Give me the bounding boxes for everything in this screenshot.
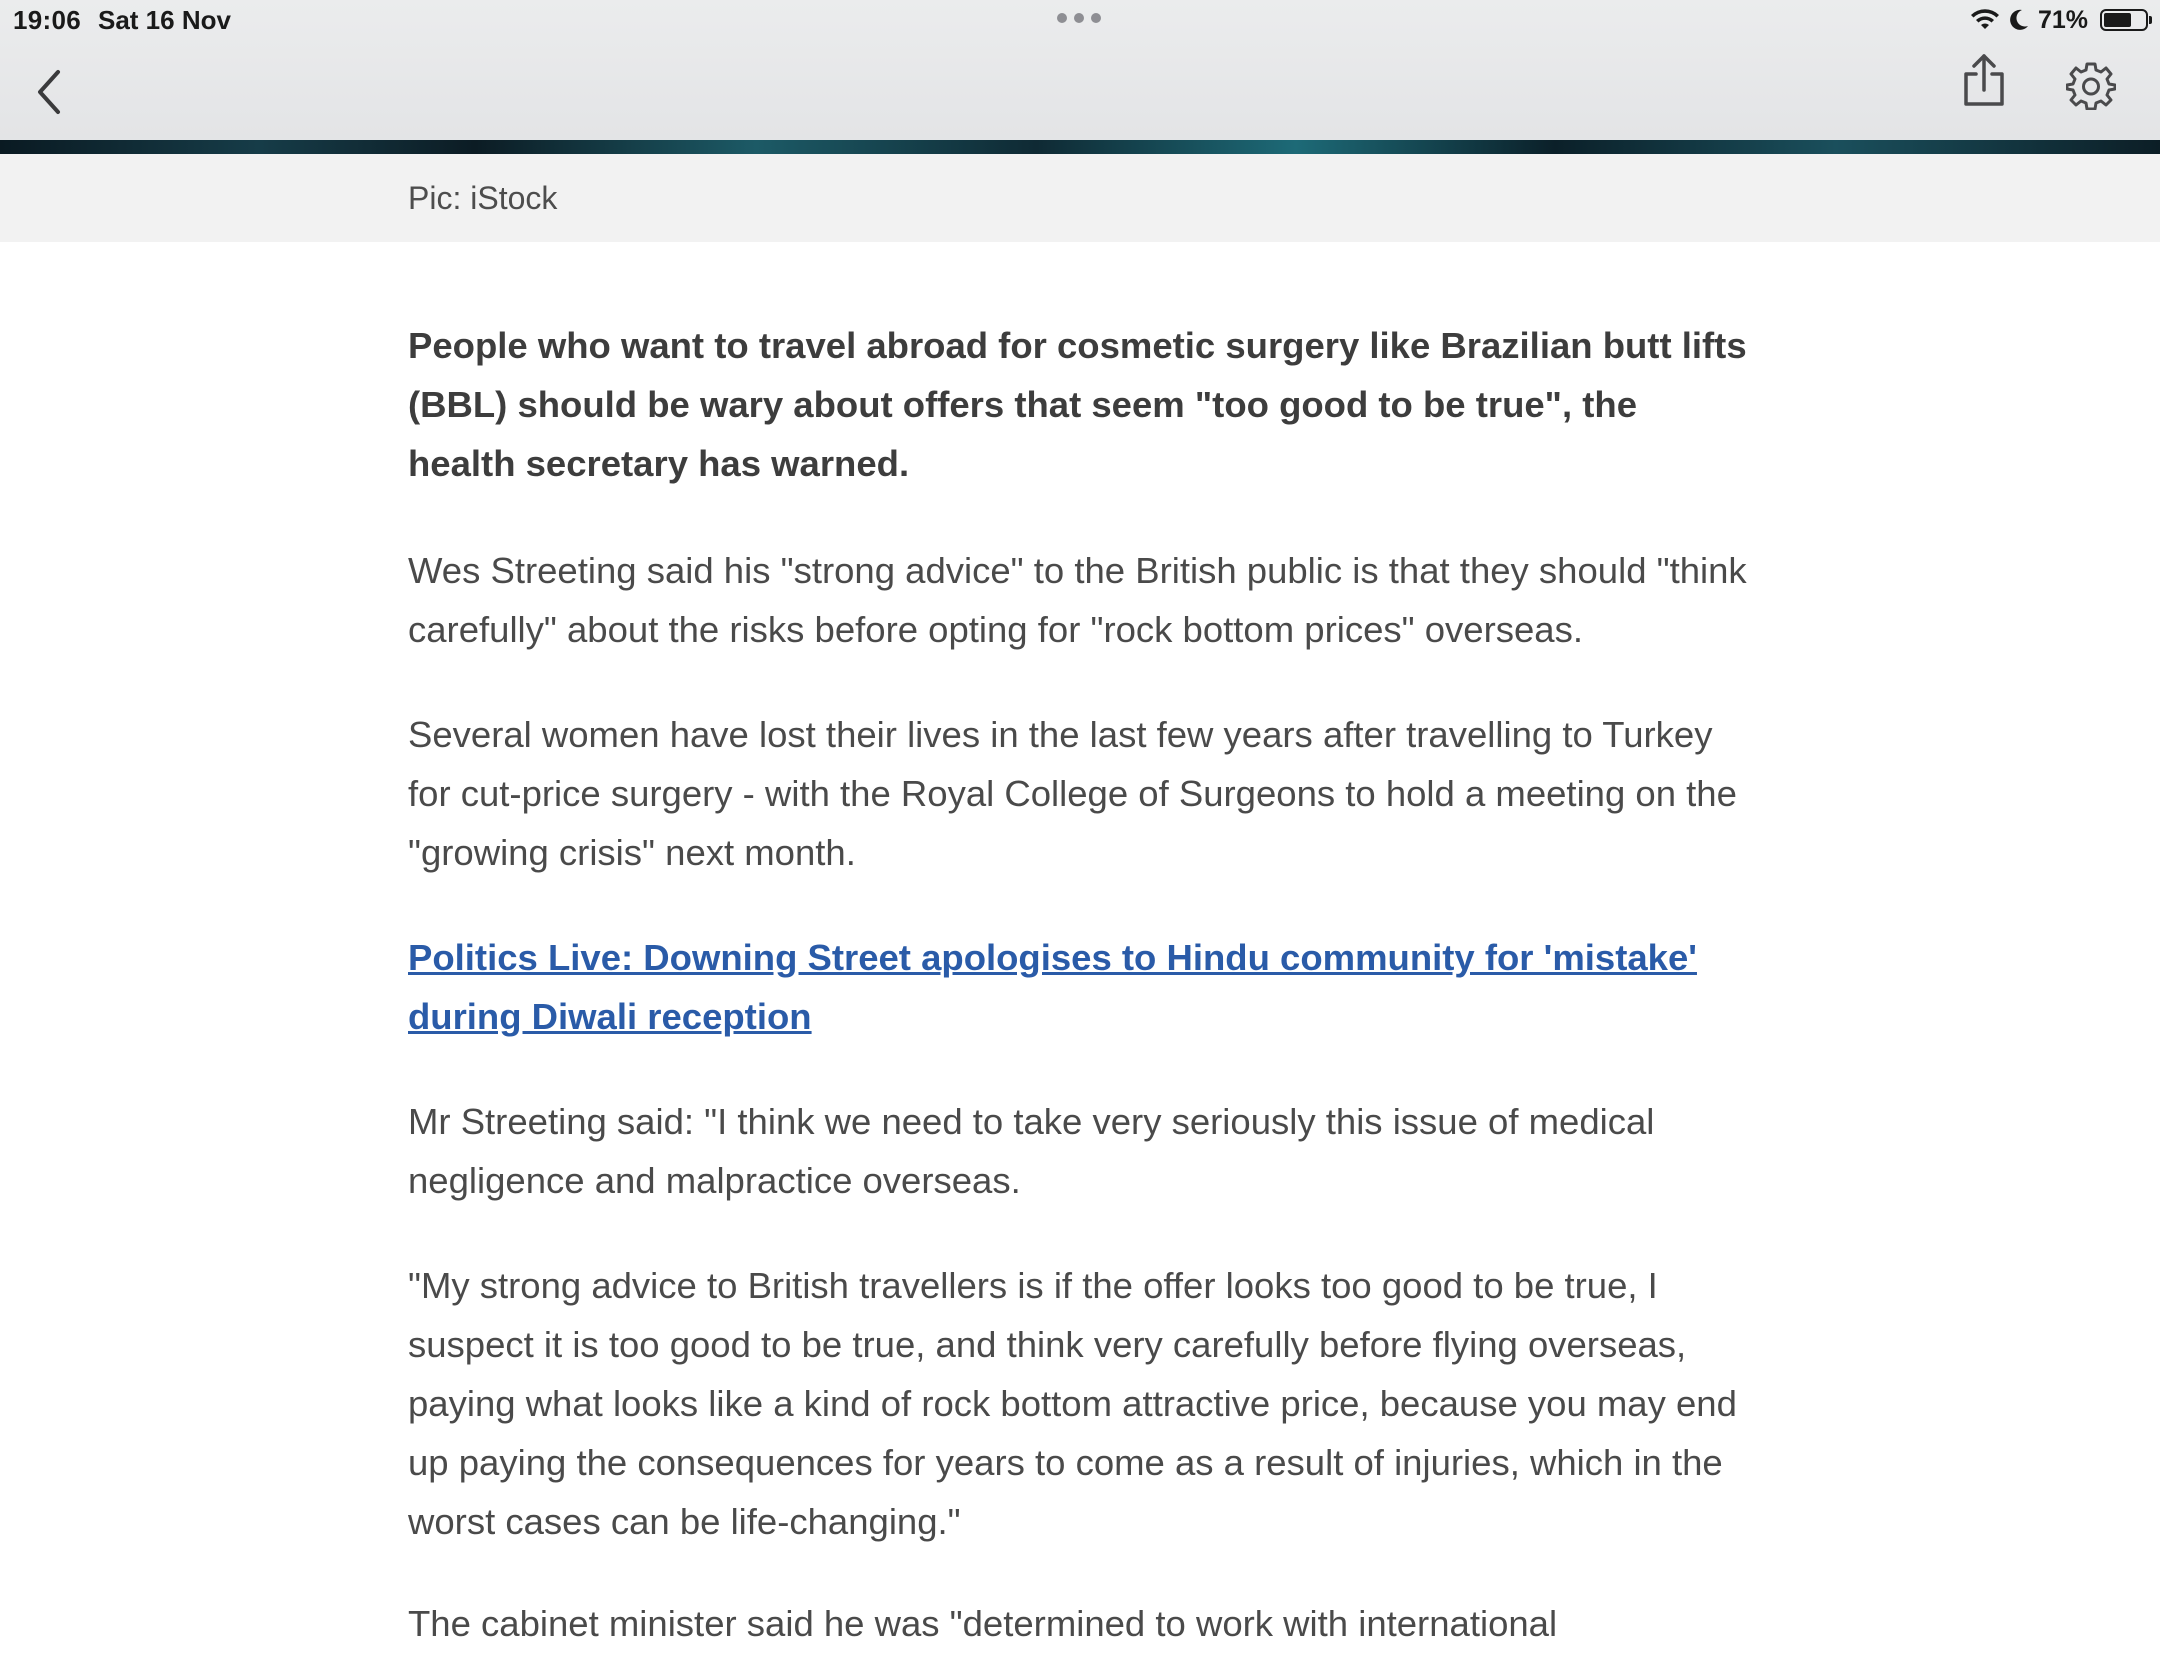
share-icon <box>1960 52 2008 112</box>
share-button[interactable] <box>1960 52 2008 112</box>
gear-icon <box>2066 60 2116 110</box>
article-paragraph-partial: The cabinet minister said he was "determined to work with international <box>408 1603 1558 1644</box>
image-caption: Pic: iStock <box>408 180 558 216</box>
status-right <box>1970 4 2148 36</box>
battery-level <box>2104 13 2131 27</box>
article-paragraph: Several women have lost their lives in the last few years after travelling to Turkey for cut-price surgery - with the Royal College of Surgeons to hold a meeting on the "growing crisis" next month. <box>408 714 1737 873</box>
settings-button[interactable] <box>2066 60 2116 110</box>
moon-icon <box>2008 8 2030 32</box>
battery-icon <box>2100 9 2148 31</box>
caption-bar <box>0 154 2160 242</box>
back-button[interactable] <box>28 66 72 118</box>
article-image <box>0 140 2160 154</box>
article-lead: People who want to travel abroad for cosmetic surgery like Brazilian butt lifts (BBL) should be wary about offers that seem "too good to be true", the health secretary has warned. <box>408 325 1747 484</box>
status-date: Sat 16 Nov <box>98 5 231 35</box>
status-time: 19:06 <box>13 5 81 35</box>
dots-icon[interactable] <box>1057 13 1101 23</box>
battery-percent: 71% <box>2037 5 2088 34</box>
top-toolbar <box>0 0 2160 140</box>
article-paragraph: Mr Streeting said: "I think we need to take very seriously this issue of medical negligence and malpractice overseas. <box>408 1101 1655 1201</box>
wifi-icon <box>1970 8 2000 32</box>
article-paragraph: Wes Streeting said his "strong advice" to the British public is that they should "think carefully" about the risks before opting for "rock bottom prices" overseas. <box>408 550 1747 650</box>
article-body <box>408 316 1748 1597</box>
chevron-left-icon <box>28 66 72 118</box>
related-article-link[interactable]: Politics Live: Downing Street apologises to Hindu community for 'mistake' during Diwali reception <box>408 937 1697 1037</box>
article-paragraph: "My strong advice to British travellers is if the offer looks too good to be true, I suspect it is too good to be true, and think very carefully before flying overseas, paying what looks like a kind of rock bottom attractive price, because you may end up paying the consequences for years to come as a result of injuries, which in the worst cases can be life-changing." <box>408 1265 1737 1542</box>
